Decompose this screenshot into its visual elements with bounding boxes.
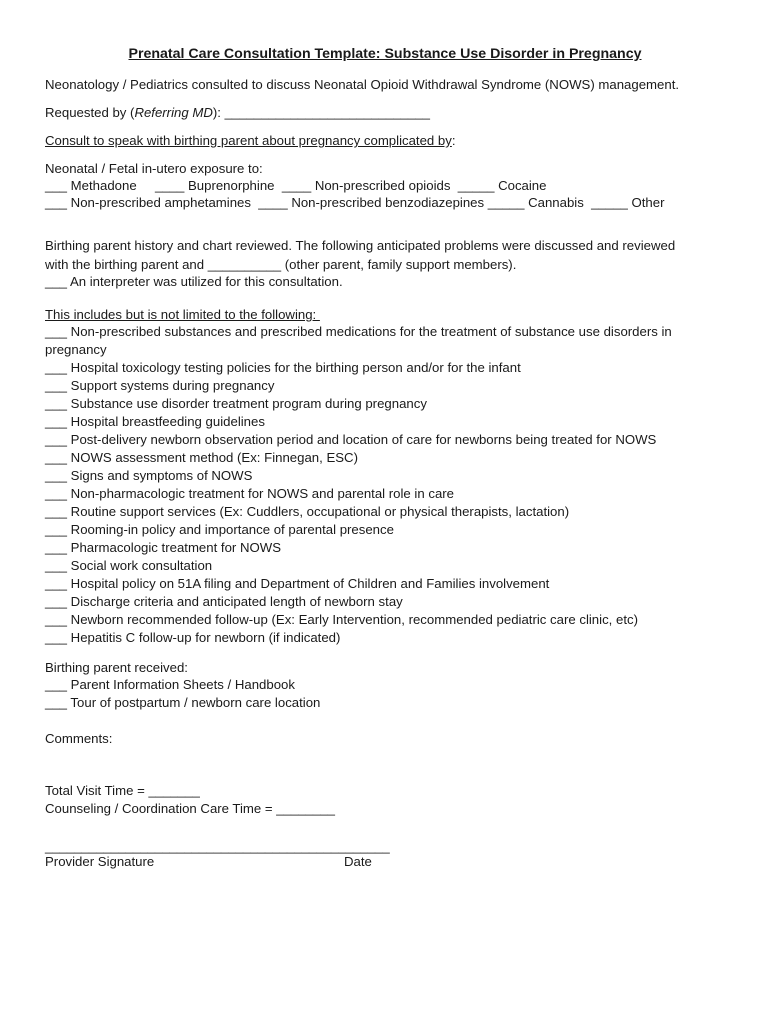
page-title: Prenatal Care Consultation Template: Substance Use Disorder in Pregnancy [128, 46, 642, 62]
total-visit-time[interactable]: Total Visit Time = _______ [45, 783, 200, 798]
checklist-item[interactable]: ___ Post-delivery newborn observation period and location of care for newborns being treated for NOWS [45, 432, 657, 447]
received-item[interactable]: ___ Parent Information Sheets / Handbook [45, 677, 295, 692]
counseling-time[interactable]: Counseling / Coordination Care Time = ________ [45, 801, 335, 816]
received-item[interactable]: ___ Tour of postpartum / newborn care location [45, 695, 321, 710]
exposure-label: Neonatal / Fetal in-utero exposure to: [45, 161, 263, 176]
consult-heading [45, 132, 456, 149]
consult-heading-colon: : [451, 133, 456, 148]
topics-checklist [45, 323, 725, 647]
checklist-item[interactable]: ___ Hospital toxicology testing policies for the birthing person and/or for the infant [45, 360, 521, 375]
exposure-options-row-2[interactable]: ___ Non-prescribed amphetamines ____ Non-prescribed benzodiazepines _____ Cannabis _____ Other [45, 195, 665, 210]
provider-signature-label: Provider Signature [45, 854, 155, 869]
checklist-item[interactable]: ___ Rooming-in policy and importance of parental presence [45, 522, 394, 537]
checklist-item[interactable]: ___ Substance use disorder treatment program during pregnancy [45, 396, 427, 411]
exposure-options-row-1[interactable]: ___ Methadone ____ Buprenorphine ____ Non-prescribed opioids _____ Cocaine [45, 178, 547, 193]
history-line-1: Birthing parent history and chart reviewed. The following anticipated problems were discussed and reviewed [45, 238, 676, 253]
received-label: Birthing parent received: [45, 660, 188, 675]
requested-by-suffix: ): [212, 105, 225, 120]
checklist-item[interactable]: ___ Hospital breastfeeding guidelines [45, 414, 265, 429]
history-line-2[interactable]: with the birthing parent and __________ (other parent, family support members). [45, 257, 517, 272]
checklist-item[interactable]: ___ Pharmacologic treatment for NOWS [45, 540, 282, 555]
requested-by-line [45, 104, 430, 121]
checklist-item[interactable]: ___ Social work consultation [45, 558, 213, 573]
checklist-item: pregnancy [45, 342, 107, 357]
requested-by-blank[interactable]: ____________________________ [224, 105, 430, 120]
requested-by-prefix: Requested by ( [45, 105, 135, 120]
referring-md-label: Referring MD [134, 105, 213, 120]
checklist-item[interactable]: ___ Non-pharmacologic treatment for NOWS and parental role in care [45, 486, 455, 501]
date-label: Date [344, 854, 372, 869]
checklist-item[interactable]: ___ Discharge criteria and anticipated length of newborn stay [45, 594, 403, 609]
interpreter-checkbox-line[interactable]: ___ An interpreter was utilized for this consultation. [45, 274, 343, 289]
checklist-item[interactable]: ___ Newborn recommended follow-up (Ex: Early Intervention, recommended pediatric care clinic, etc) [45, 612, 638, 627]
signature-line[interactable]: _______________________________________________ [45, 839, 390, 854]
checklist-item[interactable]: ___ Routine support services (Ex: Cuddlers, occupational or physical therapists, lactation) [45, 504, 570, 519]
intro-text: Neonatology / Pediatrics consulted to discuss Neonatal Opioid Withdrawal Syndrome (NOWS) management. [45, 77, 680, 92]
consult-heading-text: Consult to speak with birthing parent about pregnancy complicated by [45, 133, 452, 148]
checklist-item[interactable]: ___ NOWS assessment method (Ex: Finnegan, ESC) [45, 450, 358, 465]
checklist-item[interactable]: ___ Hospital policy on 51A filing and Department of Children and Families involvement [45, 576, 550, 591]
comments-label: Comments: [45, 731, 113, 746]
checklist-item[interactable]: ___ Non-prescribed substances and prescribed medications for the treatment of substance use disorders in [45, 324, 672, 339]
checklist-item[interactable]: ___ Signs and symptoms of NOWS [45, 468, 253, 483]
includes-heading: This includes but is not limited to the following: [45, 307, 320, 322]
checklist-item[interactable]: ___ Support systems during pregnancy [45, 378, 275, 393]
checklist-item[interactable]: ___ Hepatitis C follow-up for newborn (if indicated) [45, 630, 341, 645]
